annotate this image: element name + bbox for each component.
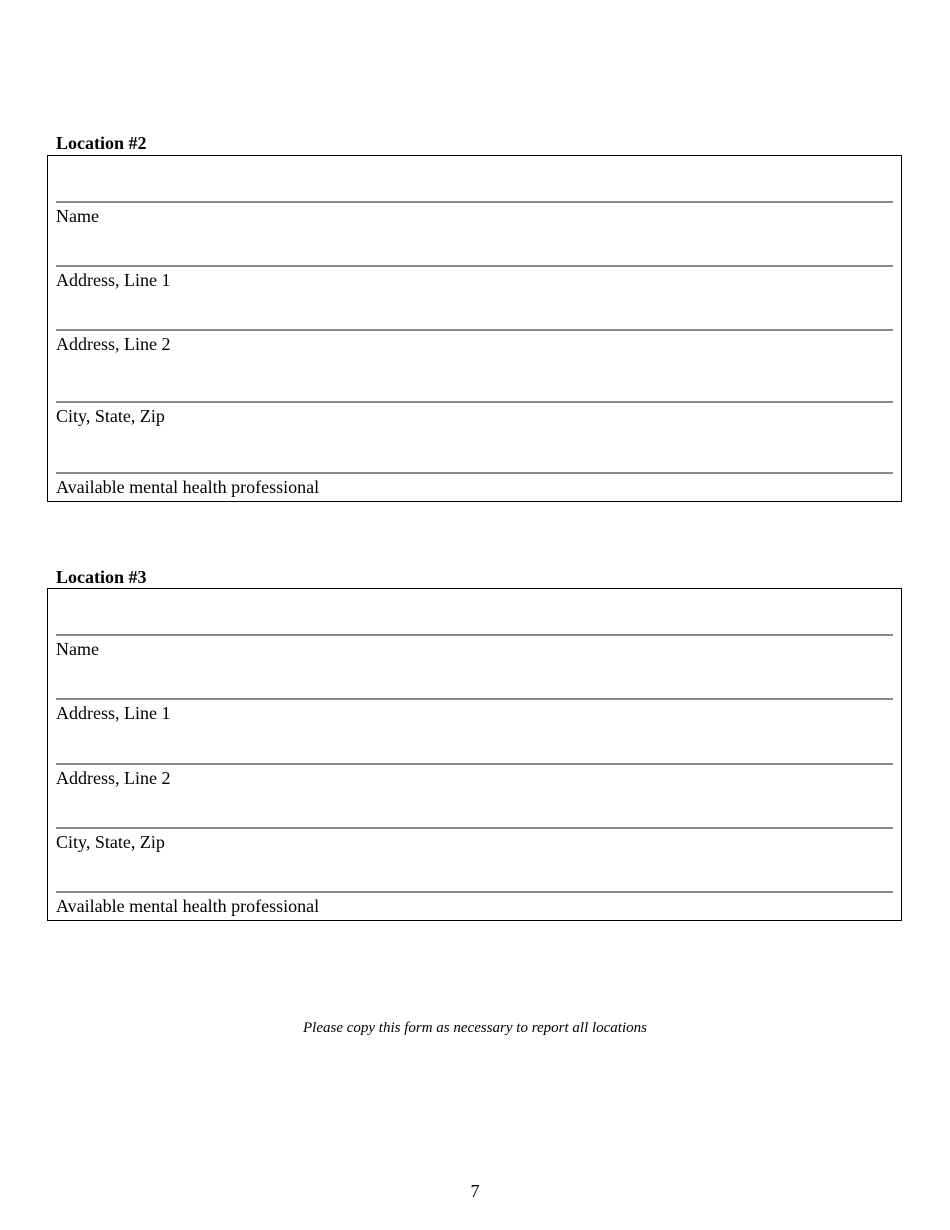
mental-health-professional-input-line[interactable] [56,891,893,893]
name-label: Name [56,639,99,659]
name-label: Name [56,206,99,226]
mental-health-professional-label: Available mental health professional [56,896,320,916]
mental-health-professional-label: Available mental health professional [56,477,320,497]
location-2-form [47,155,902,502]
name-input-line[interactable] [56,634,893,636]
name-input-line[interactable] [56,201,893,203]
city-state-zip-input-line[interactable] [56,401,893,403]
page-number: 7 [470,1181,480,1201]
address-line-1-label: Address, Line 1 [56,270,171,290]
address-line-2-label: Address, Line 2 [56,768,171,788]
address-line-1-input-line[interactable] [56,698,893,700]
address-line-1-label: Address, Line 1 [56,703,171,723]
address-line-2-label: Address, Line 2 [56,334,171,354]
copy-form-note: Please copy this form as necessary to report all locations [303,1020,647,1036]
mental-health-professional-input-line[interactable] [56,472,893,474]
address-line-2-input-line[interactable] [56,329,893,331]
location-2-title: Location #2 [56,133,147,153]
city-state-zip-label: City, State, Zip [56,406,165,426]
address-line-2-input-line[interactable] [56,763,893,765]
location-3-title: Location #3 [56,567,147,587]
location-3-form [47,588,902,921]
city-state-zip-input-line[interactable] [56,827,893,829]
city-state-zip-label: City, State, Zip [56,832,165,852]
address-line-1-input-line[interactable] [56,265,893,267]
